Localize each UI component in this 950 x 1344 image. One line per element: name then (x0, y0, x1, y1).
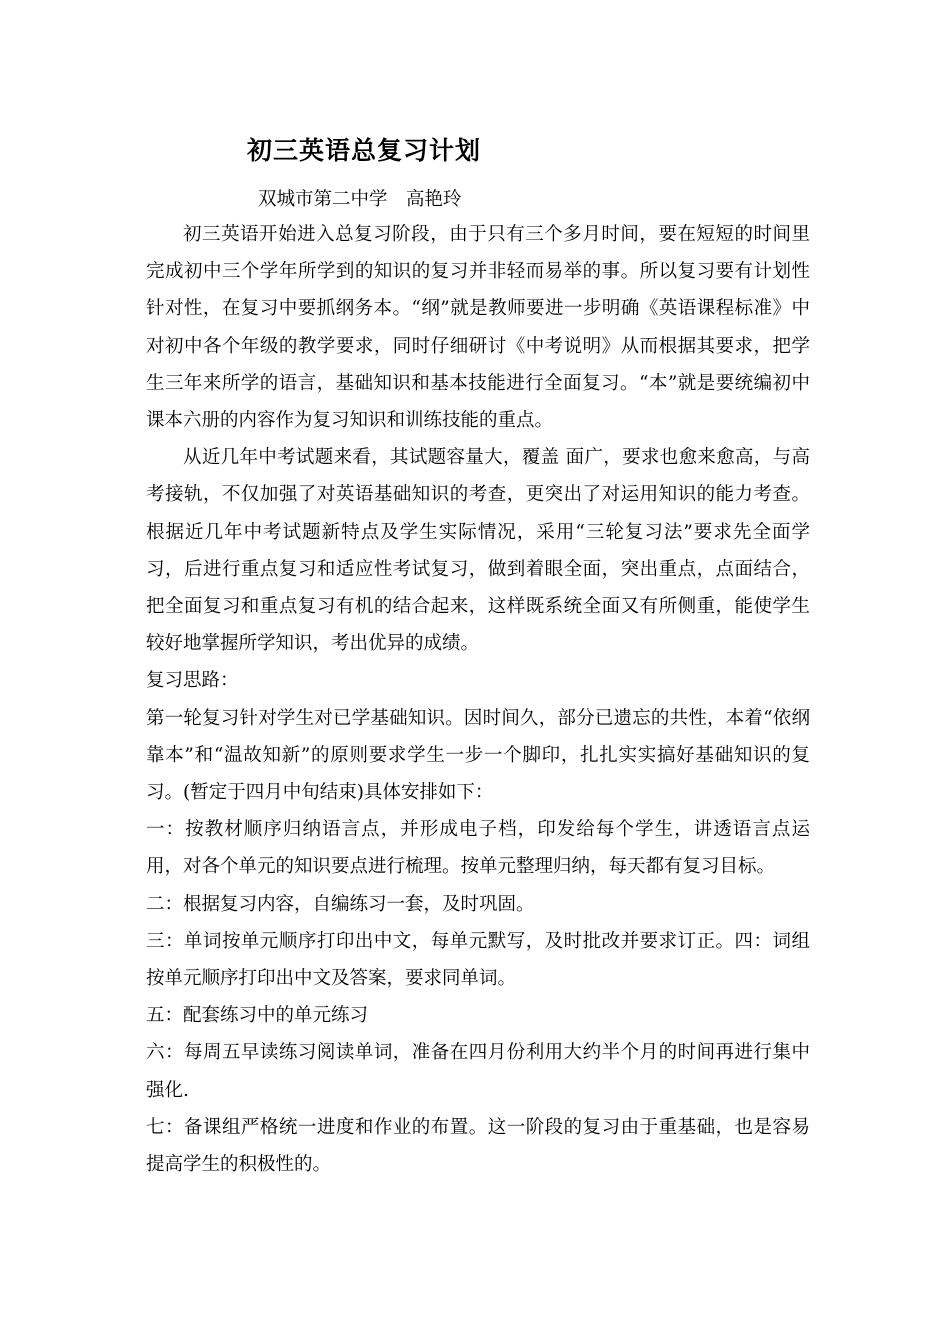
list-item-two: 二：根据复习内容，自编练习一套，及时巩固。 (146, 893, 535, 915)
paragraph-heading-review-approach: 复习思路： (146, 670, 239, 692)
page-title: 初三英语总复习计划 (247, 136, 482, 165)
paragraph-intro: 初三英语开始进入总复习阶段，由于只有三个多月时间，要在短短的时间里完成初中三个学年所学到的知识的复习并非轻而易举的事。所以复习要有计划性针对性，在复习中要抓纲务本。“纲”就是教师要进一步明确《英语课程标准》中对初中各个年级的教学要求，同时仔细研讨《中考说明》从而根据其要求，把学生三年来所学的语言，基础知识和基本技能进行全面复习。“本”就是要统编初中课本六册的内容作为复习知识和训练技能的重点。 (146, 224, 810, 432)
list-item-three-four: 三：单词按单元顺序打印出中文，每单元默写，及时批改并要求订正。四：词组按单元顺序打印出中文及答案，要求同单词。 (146, 930, 810, 990)
list-item-one: 一：按教材顺序归纳语言点，并形成电子档，印发给每个学生，讲透语言点运用，对各个单元的知识要点进行梳理。按单元整理归纳，每天都有复习目标。 (146, 819, 810, 878)
paragraph-exam-analysis: 从近几年中考试题来看，其试题容量大，覆盖 面广，要求也愈来愈高，与高考接轨，不仅加强了对英语基础知识的考查，更突出了对运用知识的能力考查。根据近几年中考试题新特点及学生实际情况，采用“三轮复习法”要求先全面学习，后进行重点复习和适应性考试复习，做到着眼全面，突出重点，点面结合，把全面复习和重点复习有机的结合起来，这样既系统全面又有所侧重，能使学生较好地掌握所学知识，考出优异的成绩。 (146, 447, 810, 655)
list-item-six: 六：每周五早读练习阅读单词，准备在四月份利用大约半个月的时间再进行集中强化. (146, 1042, 810, 1101)
list-item-five: 五：配套练习中的单元练习 (146, 1005, 369, 1027)
author-line: 双城市第二中学 高艳玲 (258, 189, 462, 210)
document-body (146, 216, 810, 1183)
paragraph-first-round: 第一轮复习针对学生对已学基础知识。因时间久，部分已遗忘的共性，本着“依纲靠本”和“温故知新”的原则要求学生一步一个脚印，扎扎实实搞好基础知识的复习。(暂定于四月中旬结束)具体安排如下： (146, 707, 810, 804)
list-item-seven: 七：备课组严格统一进度和作业的布置。这一阶段的复习由于重基础，也是容易提高学生的积极性的。 (146, 1116, 810, 1176)
